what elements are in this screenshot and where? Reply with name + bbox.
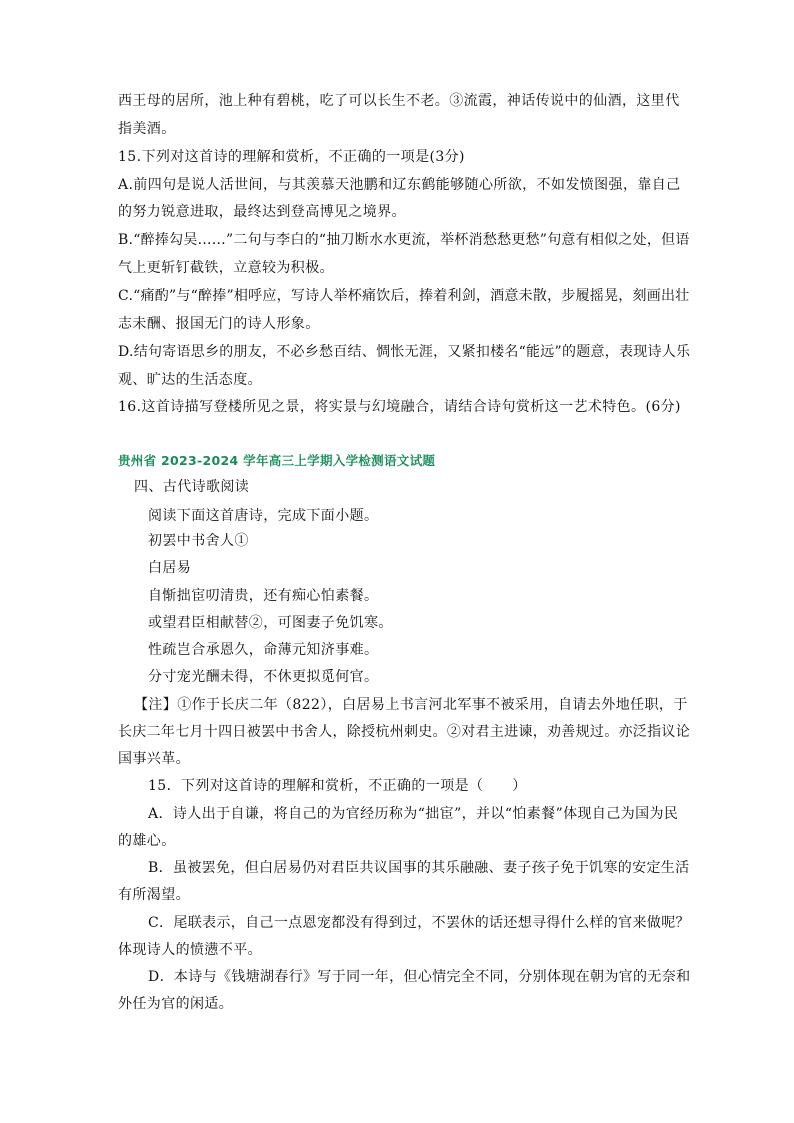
question-15: 15．下列对这首诗的理解和赏析，不正确的一项是（ ）	[148, 778, 527, 794]
poem-line: 分寸宠光酬未得，不休更拟觅何官。	[148, 669, 379, 685]
annotation: 【注】①作于长庆二年（822），白居易上书言河北军事不被采用，自请去外地任职，于	[134, 697, 688, 713]
option-c-cont: 志未酬、报国无门的诗人形象。	[118, 316, 320, 332]
annotation-cont: 国事兴革。	[118, 751, 190, 767]
question-15: 15.下列对这首诗的理解和赏析，不正确的一项是(3分)	[118, 149, 465, 165]
option-b-cont: 有所渴望。	[118, 887, 190, 903]
note-text: 西王母的居所，池上种有碧桃，吃了可以长生不老。③流霞，神话传说中的仙酒，这里代	[118, 93, 680, 109]
option-d-cont: 外任为官的闲适。	[118, 996, 234, 1012]
option-a-cont: 的努力锐意进取，最终达到登高博见之境界。	[118, 204, 406, 220]
question-16: 16.这首诗描写登楼所见之景，将实景与幻境融合，请结合诗句赏析这一艺术特色。(6分)	[118, 399, 681, 415]
poem-line: 性疏岂合承恩久，命薄元知济事难。	[148, 642, 379, 658]
option-b: B.“醉捧勾吴……”二句与李白的“抽刀断水水更流，举杯消愁愁更愁”句意有相似之处，但语	[118, 232, 690, 248]
poem-title: 初罢中书舍人①	[148, 533, 249, 549]
option-a: A．诗人出于自谦，将自己的为官经历称为“拙宦”，并以“怕素餐”体现自己为国为民	[148, 806, 679, 822]
option-c: C．尾联表示，自己一点恩宠都没有得到过，不罢休的话还想寻得什么样的官来做呢？	[148, 915, 690, 931]
option-c-cont: 体现诗人的愤懑不平。	[118, 942, 262, 958]
poem-line: 或望君臣相献替②，可图妻子免饥寒。	[148, 615, 393, 631]
option-a: A.前四句是说人活世间，与其羡慕天池鹏和辽东鹤能够随心所欲，不如发愤图强，靠自己	[118, 177, 681, 193]
option-b: B．虽被罢免，但白居易仍对君臣共议国事的其乐融融、妻子孩子免于饥寒的安定生活	[148, 860, 690, 876]
source-title: 贵州省 2023-2024 学年高三上学期入学检测语文试题	[118, 453, 436, 468]
option-c: C.“痛酌”与“醉捧”相呼应，写诗人举杯痛饮后，捧着利剑，酒意未散，步履摇晃，刻画出壮	[118, 288, 690, 304]
instruction-text: 阅读下面这首唐诗，完成下面小题。	[148, 508, 379, 524]
section-heading: 四、古代诗歌阅读	[134, 479, 250, 495]
poem-line: 自惭拙宦叨清贵，还有痴心怕素餐。	[148, 588, 379, 604]
option-d: D.结句寄语思乡的朋友，不必乡愁百结、惆怅无涯，又紧扣楼名“能远”的题意，表现诗人乐	[118, 344, 691, 360]
option-d-cont: 观、旷达的生活态度。	[118, 372, 262, 388]
option-d: D．本诗与《钱塘湖春行》写于同一年，但心情完全不同，分别体现在朝为官的无奈和	[148, 969, 691, 985]
option-b-cont: 气上更斩钉截铁，立意较为积极。	[118, 260, 334, 276]
note-text: 指美酒。	[118, 121, 176, 137]
option-a-cont: 的雄心。	[118, 833, 176, 849]
poem-author: 白居易	[148, 560, 192, 576]
annotation-cont: 长庆二年七月十四日被罢中书舍人，除授杭州刺史。②对君主进谏，劝善规过。亦泛指议论	[118, 724, 690, 740]
